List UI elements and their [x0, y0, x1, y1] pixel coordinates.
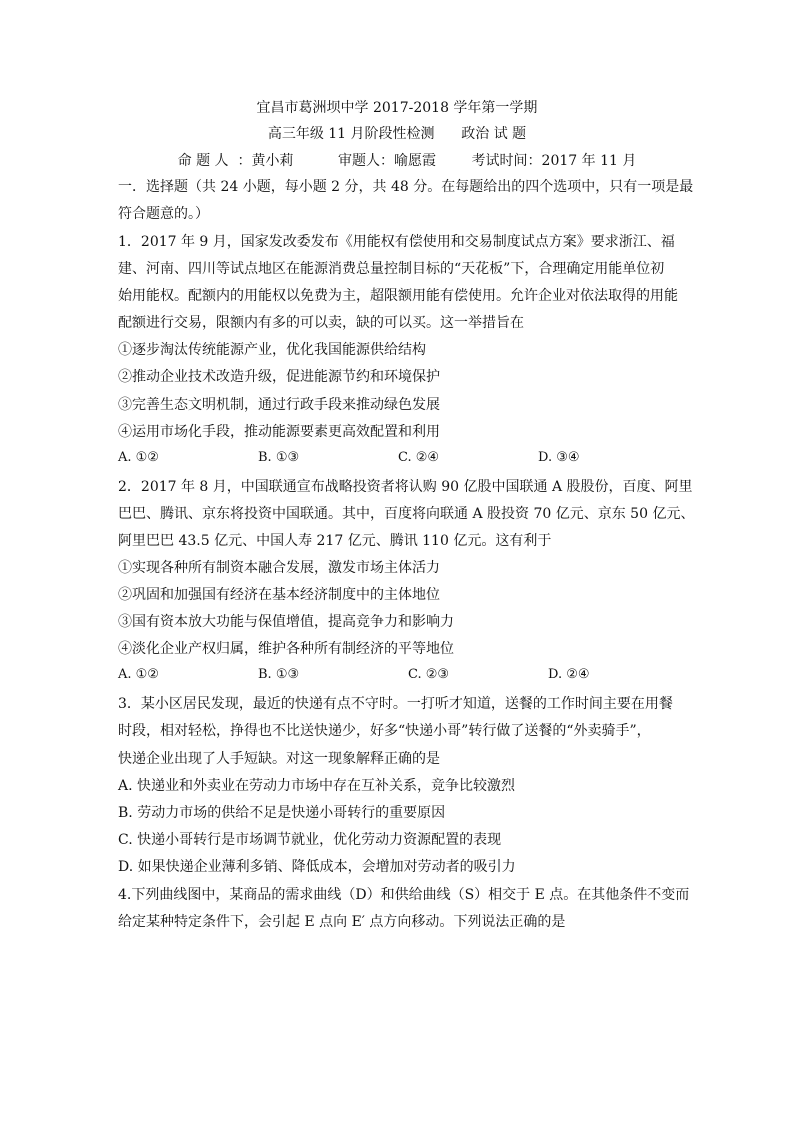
q2-options	[118, 667, 678, 687]
q2-option-d[interactable]: D. ②④	[548, 667, 590, 682]
q2-item: ②巩固和加强国有经济在基本经济制度中的主体地位	[118, 587, 440, 603]
q1-stem-line: 始用能权。配额内的用能权以免费为主，超限额用能有偿使用。允许企业对依法取得的用能	[118, 288, 678, 304]
q2-item: ④淡化企业产权归属，维护各种所有制经济的平等地位	[118, 641, 454, 657]
q1-option-d[interactable]: D. ③④	[538, 450, 580, 465]
q1-option-b[interactable]: B. ①③	[258, 450, 300, 465]
q2-option-c[interactable]: C. ②③	[408, 667, 450, 682]
q1-item: ①逐步淘汰传统能源产业，优化我国能源供给结构	[118, 342, 426, 358]
exam-title: 高三年级 11 月阶段性检测 政治 试 题	[267, 126, 527, 142]
q1-item: ④运用市场化手段，推动能源要素更高效配置和利用	[118, 424, 440, 440]
q2-stem-line: 巴巴、腾讯、京东将投资中国联通。其中，百度将向联通 A 股投资 70 亿元、京东 50 亿元、	[118, 506, 695, 522]
school-term-title: 宜昌市葛洲坝中学 2017-2018 学年第一学期	[256, 100, 538, 116]
section-instruction-line-1: 一．选择题（共 24 小题，每小题 2 分，共 48 分。在每题给出的四个选项中，只有一项是最	[118, 179, 694, 195]
q2-item: ③国有资本放大功能与保值增值，提高竞争力和影响力	[118, 614, 454, 630]
q2-item: ①实现各种所有制资本融合发展，激发市场主体活力	[118, 560, 440, 576]
q3-choice-d[interactable]: D. 如果快递企业薄利多销、降低成本，会增加对劳动者的吸引力	[118, 859, 516, 875]
q4-stem-line: 4.下列曲线图中，某商品的需求曲线（D）和供给曲线（S）相交于 E 点。在其他条件不变而	[118, 887, 690, 903]
q3-choice-b[interactable]: B. 劳动力市场的供给不足是快递小哥转行的重要原因	[118, 805, 446, 821]
q3-stem-line: 快递企业出现了人手短缺。对这一现象解释正确的是	[118, 751, 440, 767]
section-instruction-line-2: 符合题意的。）	[118, 206, 209, 222]
q3-stem-line: 3．某小区居民发现，最近的快递有点不守时。一打听才知道，送餐的工作时间主要在用餐	[118, 696, 673, 712]
q2-stem-line: 阿里巴巴 43.5 亿元、中国人寿 217 亿元、腾讯 110 亿元。这有利于	[118, 533, 552, 549]
q1-option-a[interactable]: A. ①②	[118, 450, 159, 465]
q1-item: ③完善生态文明机制，通过行政手段来推动绿色发展	[118, 397, 440, 413]
q1-item: ②推动企业技术改造升级，促进能源节约和环境保护	[118, 369, 440, 385]
q3-stem-line: 时段，相对轻松，挣得也不比送快递少，好多“快递小哥”转行做了送餐的“外卖骑手”，	[118, 723, 651, 739]
q2-stem-line: 2．2017 年 8 月，中国联通宣布战略投资者将认购 90 亿股中国联通 A 股股份，百度、阿里	[118, 479, 693, 495]
exam-meta-line: 命 题 人 ：黄小莉 审题人：喻愿霞 考试时间：2017 年 11 月	[177, 153, 637, 169]
q1-stem-line: 1．2017 年 9 月，国家发改委发布《用能权有偿使用和交易制度试点方案》要求浙江、福	[118, 234, 675, 250]
q2-option-b[interactable]: B. ①③	[258, 667, 300, 682]
q3-choice-c[interactable]: C. 快递小哥转行是市场调节就业，优化劳动力资源配置的表现	[118, 832, 502, 848]
q3-choice-a[interactable]: A. 快递业和外卖业在劳动力市场中存在互补关系，竞争比较激烈	[118, 778, 516, 794]
q1-options	[118, 450, 678, 470]
q1-option-c[interactable]: C. ②④	[398, 450, 440, 465]
q1-stem-line: 配额进行交易，限额内有多的可以卖，缺的可以买。这一举措旨在	[118, 315, 524, 331]
q1-stem-line: 建、河南、四川等试点地区在能源消费总量控制目标的“天花板”下，合理确定用能单位初	[118, 261, 665, 277]
q4-stem-line: 给定某种特定条件下，会引起 E 点向 E′ 点方向移动。下列说法正确的是	[118, 914, 566, 930]
q2-option-a[interactable]: A. ①②	[118, 667, 159, 682]
